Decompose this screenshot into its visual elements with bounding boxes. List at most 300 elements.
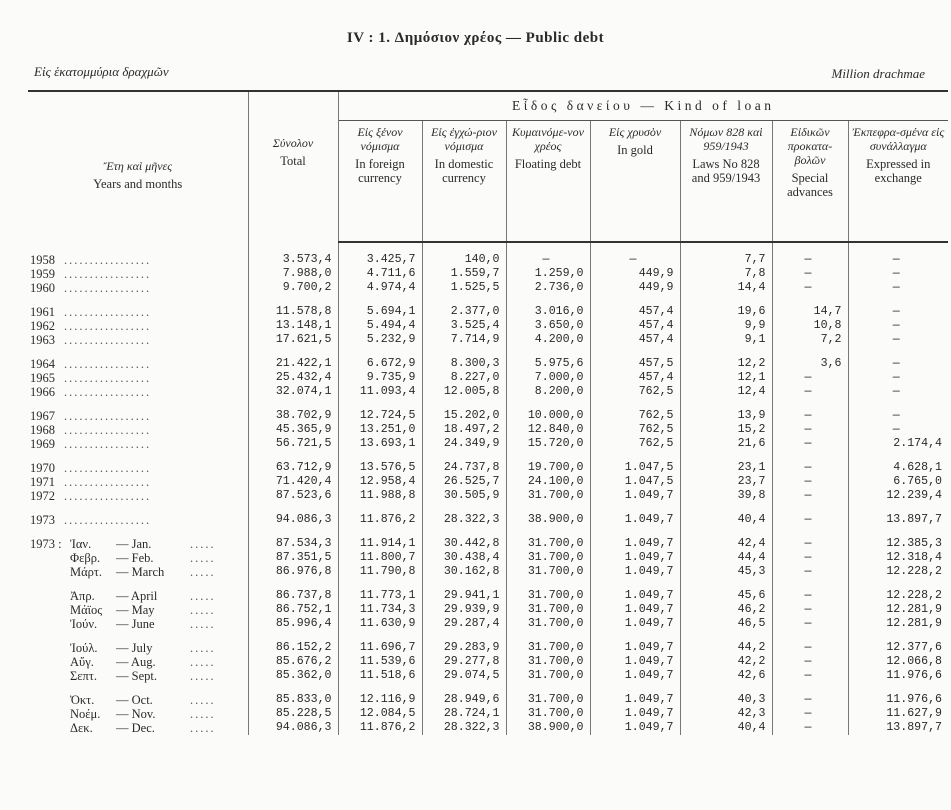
year-label xyxy=(28,437,248,451)
expressed-in-exchange-cell: 13.897,7 xyxy=(886,721,942,734)
spacer-cell xyxy=(506,683,590,693)
spacer-cell xyxy=(338,631,422,641)
leader-dots: ................. xyxy=(64,513,152,527)
group-spacer xyxy=(28,527,948,537)
foreign-currency-cell: 11.734,3 xyxy=(338,603,422,617)
month-label xyxy=(28,669,248,683)
domestic-currency-cell: 15.202,0 xyxy=(422,409,506,423)
special-advances-cell: — xyxy=(772,617,848,631)
domestic-currency-cell: 29.287,4 xyxy=(422,617,506,631)
floating-debt-cell: 31.700,0 xyxy=(506,617,590,631)
month-greek: Σεπτ. xyxy=(70,669,97,683)
spacer-cell xyxy=(28,347,248,357)
foreign-currency-cell: 11.518,6 xyxy=(338,669,422,683)
domestic-currency-cell: 1.525,5 xyxy=(422,281,506,295)
spacer-cell xyxy=(680,295,772,305)
month-greek: Ἰούν. xyxy=(70,617,98,631)
month-name xyxy=(70,641,190,655)
group-spacer xyxy=(28,451,948,461)
spacer-cell xyxy=(338,683,422,693)
expressed-in-exchange-cell: — xyxy=(892,305,900,318)
total-header xyxy=(248,91,338,242)
table-row xyxy=(28,669,948,683)
foreign-currency-cell: 5.694,1 xyxy=(338,305,422,319)
spacer-cell xyxy=(772,579,848,589)
expressed-in-exchange-header-english: Expressed in exchange xyxy=(866,157,931,185)
spacer-cell xyxy=(248,399,338,409)
month-english: — May xyxy=(116,603,155,617)
spacer-cell xyxy=(848,503,948,513)
floating-debt-cell: 31.700,0 xyxy=(506,551,590,565)
month-english: — Dec. xyxy=(116,721,155,735)
spacer-cell xyxy=(422,347,506,357)
month-label xyxy=(28,603,248,617)
gold-header-greek: Εἰς χρυσὸν xyxy=(608,125,662,139)
month-greek: Ἰούλ. xyxy=(70,641,98,655)
spacer-cell xyxy=(28,579,248,589)
year-value: 1967 xyxy=(30,409,55,423)
special-advances-cell: — xyxy=(772,253,848,267)
gold-cell: 1.049,7 xyxy=(590,513,680,527)
spacer-cell xyxy=(28,295,248,305)
years-header-greek: Ἔτη καὶ μῆνες xyxy=(103,159,173,173)
month-label xyxy=(28,589,248,603)
spacer-cell xyxy=(422,503,506,513)
spacer-cell xyxy=(590,527,680,537)
group-spacer xyxy=(28,503,948,513)
special-advances-header xyxy=(772,121,848,243)
special-advances-cell: 10,8 xyxy=(772,319,848,333)
special-advances-cell: — xyxy=(772,603,848,617)
domestic-currency-cell: 29.074,5 xyxy=(422,669,506,683)
spacer-cell xyxy=(422,579,506,589)
leader-dots: ..... xyxy=(190,551,216,565)
spacer-cell xyxy=(590,503,680,513)
gold-cell: 457,4 xyxy=(590,319,680,333)
expressed-in-exchange-cell: — xyxy=(892,357,900,370)
gold-cell: 1.047,5 xyxy=(590,475,680,489)
special-advances-cell: — xyxy=(772,409,848,423)
month-label xyxy=(28,721,248,735)
spacer-cell xyxy=(680,503,772,513)
expressed-in-exchange-header xyxy=(848,121,948,243)
special-advances-cell: — xyxy=(772,655,848,669)
laws-828-959-cell: 42,2 xyxy=(680,655,772,669)
expressed-in-exchange-cell: 2.174,4 xyxy=(893,437,942,450)
expressed-in-exchange-cell: 12.239,4 xyxy=(886,489,942,502)
month-label xyxy=(28,565,248,579)
spacer-cell xyxy=(248,295,338,305)
spacer-cell xyxy=(506,527,590,537)
gold-header xyxy=(590,121,680,243)
unit-label-greek: Εἰς ἑκατομμύρια δραχμῶν xyxy=(34,64,169,79)
total-cell: 32.074,1 xyxy=(248,385,338,399)
laws-828-959-cell: 39,8 xyxy=(680,489,772,503)
total-cell: 63.712,9 xyxy=(248,461,338,475)
gold-cell: 1.049,7 xyxy=(590,721,680,735)
month-greek: Αὔγ. xyxy=(70,655,94,669)
laws-828-959-cell: 9,1 xyxy=(680,333,772,347)
domestic-currency-header-greek: Εἰς ἐγχώ-ριον νόμισμα xyxy=(431,125,497,153)
laws-828-959-header xyxy=(680,121,772,243)
year-label xyxy=(28,267,248,281)
special-advances-cell: — xyxy=(772,669,848,683)
foreign-currency-cell: 12.958,4 xyxy=(338,475,422,489)
table-row xyxy=(28,319,948,333)
special-advances-cell: 14,7 xyxy=(772,305,848,319)
total-cell: 25.432,4 xyxy=(248,371,338,385)
total-cell: 85.996,4 xyxy=(248,617,338,631)
spacer-cell xyxy=(848,295,948,305)
month-english: — July xyxy=(116,641,153,655)
floating-debt-header-greek: Κυμαινόμε-νον χρέος xyxy=(512,125,584,153)
gold-cell: 762,5 xyxy=(590,409,680,423)
expressed-in-exchange-cell: 11.976,6 xyxy=(886,693,942,706)
table-row xyxy=(28,385,948,399)
foreign-currency-cell: 13.693,1 xyxy=(338,437,422,451)
year-value: 1966 xyxy=(30,385,55,399)
spacer-cell xyxy=(338,347,422,357)
domestic-currency-cell: 30.438,4 xyxy=(422,551,506,565)
spacer-cell xyxy=(848,347,948,357)
group-spacer xyxy=(28,631,948,641)
foreign-currency-cell: 11.800,7 xyxy=(338,551,422,565)
foreign-currency-cell: 11.988,8 xyxy=(338,489,422,503)
month-english: — April xyxy=(116,589,158,603)
table-row xyxy=(28,333,948,347)
domestic-currency-cell: 1.559,7 xyxy=(422,267,506,281)
spacer-cell xyxy=(680,527,772,537)
gold-cell: 1.049,7 xyxy=(590,655,680,669)
table-row xyxy=(28,253,948,267)
expressed-in-exchange-cell: 12.385,3 xyxy=(886,537,942,550)
month-english: — Sept. xyxy=(116,669,157,683)
month-english: — March xyxy=(116,565,165,579)
total-cell: 17.621,5 xyxy=(248,333,338,347)
laws-828-959-cell: 40,4 xyxy=(680,721,772,735)
floating-debt-cell: — xyxy=(506,253,590,267)
month-name xyxy=(70,669,190,683)
floating-debt-cell: 19.700,0 xyxy=(506,461,590,475)
spacer-cell xyxy=(590,295,680,305)
domestic-currency-cell: 30.505,9 xyxy=(422,489,506,503)
total-header-english: Total xyxy=(280,154,306,168)
domestic-currency-cell: 28.322,3 xyxy=(422,721,506,735)
gold-cell: 762,5 xyxy=(590,423,680,437)
special-advances-cell: — xyxy=(772,281,848,295)
years-months-header xyxy=(28,91,248,242)
foreign-currency-cell: 6.672,9 xyxy=(338,357,422,371)
month-label xyxy=(28,641,248,655)
laws-828-959-cell: 12,1 xyxy=(680,371,772,385)
year-label xyxy=(28,409,248,423)
domestic-currency-cell: 29.277,8 xyxy=(422,655,506,669)
domestic-currency-header-english: In domestic currency xyxy=(434,157,494,185)
spacer-cell xyxy=(848,631,948,641)
leader-dots: ................. xyxy=(64,371,152,385)
spacer-cell xyxy=(506,399,590,409)
foreign-currency-cell: 11.696,7 xyxy=(338,641,422,655)
laws-828-959-cell: 46,2 xyxy=(680,603,772,617)
foreign-currency-cell: 11.539,6 xyxy=(338,655,422,669)
expressed-in-exchange-cell: 12.066,8 xyxy=(886,655,942,668)
special-advances-cell: — xyxy=(772,267,848,281)
spacer-cell xyxy=(590,683,680,693)
month-label xyxy=(28,537,248,551)
spacer-cell xyxy=(848,579,948,589)
month-name xyxy=(70,693,190,707)
month-name xyxy=(70,589,190,603)
leader-dots: ................. xyxy=(64,281,152,295)
domestic-currency-cell: 30.162,8 xyxy=(422,565,506,579)
month-greek: Ἀπρ. xyxy=(70,589,95,603)
gold-cell: 1.049,7 xyxy=(590,565,680,579)
total-cell: 21.422,1 xyxy=(248,357,338,371)
spacer-cell xyxy=(772,527,848,537)
table-row xyxy=(28,357,948,371)
table-row xyxy=(28,513,948,527)
expressed-in-exchange-cell: — xyxy=(892,409,900,422)
spacer-cell xyxy=(422,399,506,409)
floating-debt-cell: 8.200,0 xyxy=(506,385,590,399)
special-advances-cell: — xyxy=(772,513,848,527)
spacer-cell xyxy=(772,242,848,253)
leader-dots: ................. xyxy=(64,489,152,503)
laws-828-959-cell: 12,4 xyxy=(680,385,772,399)
years-header-english: Years and months xyxy=(93,177,183,191)
leader-dots: ..... xyxy=(190,565,216,579)
expressed-in-exchange-cell: 12.228,2 xyxy=(886,589,942,602)
special-advances-cell: — xyxy=(772,721,848,735)
total-cell: 87.534,3 xyxy=(248,537,338,551)
domestic-currency-cell: 28.322,3 xyxy=(422,513,506,527)
laws-828-959-cell: 44,4 xyxy=(680,551,772,565)
laws-828-959-cell: 12,2 xyxy=(680,357,772,371)
special-advances-cell: — xyxy=(772,565,848,579)
gold-cell: 1.049,7 xyxy=(590,489,680,503)
expressed-in-exchange-cell: — xyxy=(892,333,900,346)
floating-debt-cell: 1.259,0 xyxy=(506,267,590,281)
total-cell: 94.086,3 xyxy=(248,513,338,527)
spacer-cell xyxy=(506,631,590,641)
floating-debt-cell: 7.000,0 xyxy=(506,371,590,385)
total-cell: 94.086,3 xyxy=(248,721,338,735)
expressed-in-exchange-cell: — xyxy=(892,319,900,332)
spacer-cell xyxy=(28,399,248,409)
year-prefix: 1973 : xyxy=(30,537,62,551)
gold-cell: 1.049,7 xyxy=(590,669,680,683)
laws-828-959-cell: 23,1 xyxy=(680,461,772,475)
domestic-currency-cell: 7.714,9 xyxy=(422,333,506,347)
total-cell: 85.362,0 xyxy=(248,669,338,683)
group-spacer xyxy=(28,683,948,693)
expressed-in-exchange-cell: — xyxy=(892,253,900,266)
table-row xyxy=(28,707,948,721)
foreign-currency-cell: 11.093,4 xyxy=(338,385,422,399)
spacer-cell xyxy=(422,295,506,305)
year-label xyxy=(28,423,248,437)
domestic-currency-cell: 28.724,1 xyxy=(422,707,506,721)
total-cell: 71.420,4 xyxy=(248,475,338,489)
group-spacer xyxy=(28,579,948,589)
year-value: 1959 xyxy=(30,267,55,281)
month-name xyxy=(70,655,190,669)
year-value: 1961 xyxy=(30,305,55,319)
spacer-cell xyxy=(338,579,422,589)
floating-debt-cell: 31.700,0 xyxy=(506,565,590,579)
spacer-cell xyxy=(422,527,506,537)
gold-cell: 457,4 xyxy=(590,333,680,347)
spacer-cell xyxy=(28,683,248,693)
table-row xyxy=(28,489,948,503)
spacer-cell xyxy=(848,399,948,409)
laws-828-959-cell: 15,2 xyxy=(680,423,772,437)
total-cell: 87.351,5 xyxy=(248,551,338,565)
gold-cell: 449,9 xyxy=(590,267,680,281)
floating-debt-cell: 3.650,0 xyxy=(506,319,590,333)
total-header-greek: Σύνολον xyxy=(272,136,314,150)
floating-debt-header xyxy=(506,121,590,243)
spacer-cell xyxy=(772,399,848,409)
leader-dots: ................. xyxy=(64,357,152,371)
laws-828-959-header-greek: Νόμων 828 καὶ 959/1943 xyxy=(689,125,763,153)
spacer-cell xyxy=(506,295,590,305)
laws-828-959-cell: 42,3 xyxy=(680,707,772,721)
total-cell: 11.578,8 xyxy=(248,305,338,319)
gold-cell: 1.049,7 xyxy=(590,641,680,655)
spacer-cell xyxy=(338,295,422,305)
spacer-cell xyxy=(680,451,772,461)
unit-label-english: Million drachmae xyxy=(831,66,925,81)
floating-debt-cell: 31.700,0 xyxy=(506,693,590,707)
spacer-cell xyxy=(28,631,248,641)
table-body xyxy=(28,242,948,735)
table-row xyxy=(28,641,948,655)
special-advances-cell: 7,2 xyxy=(772,333,848,347)
special-advances-cell: — xyxy=(772,489,848,503)
special-advances-cell: 3,6 xyxy=(772,357,848,371)
gold-cell: 449,9 xyxy=(590,281,680,295)
expressed-in-exchange-cell: 13.897,7 xyxy=(886,513,942,526)
domestic-currency-cell: 2.377,0 xyxy=(422,305,506,319)
laws-828-959-cell: 21,6 xyxy=(680,437,772,451)
expressed-in-exchange-cell: 6.765,0 xyxy=(893,475,942,488)
domestic-currency-cell: 28.949,6 xyxy=(422,693,506,707)
spacer-cell xyxy=(422,242,506,253)
year-value: 1960 xyxy=(30,281,55,295)
year-label xyxy=(28,319,248,333)
total-cell: 86.752,1 xyxy=(248,603,338,617)
domestic-currency-cell: 8.227,0 xyxy=(422,371,506,385)
year-value: 1964 xyxy=(30,357,55,371)
spacer-cell xyxy=(338,503,422,513)
special-advances-cell: — xyxy=(772,707,848,721)
table-row xyxy=(28,371,948,385)
domestic-currency-cell: 30.442,8 xyxy=(422,537,506,551)
floating-debt-cell: 3.016,0 xyxy=(506,305,590,319)
domestic-currency-header xyxy=(422,121,506,243)
gold-cell: 457,4 xyxy=(590,305,680,319)
month-name xyxy=(70,565,190,579)
year-label xyxy=(28,357,248,371)
spacer-cell xyxy=(422,451,506,461)
spacer-cell xyxy=(590,631,680,641)
special-advances-cell: — xyxy=(772,641,848,655)
floating-debt-cell: 15.720,0 xyxy=(506,437,590,451)
table-title: IV : 1. Δημόσιον χρέος — Public debt xyxy=(346,30,605,46)
laws-828-959-cell: 45,3 xyxy=(680,565,772,579)
total-cell: 85.833,0 xyxy=(248,693,338,707)
total-cell: 56.721,5 xyxy=(248,437,338,451)
laws-828-959-cell: 42,6 xyxy=(680,669,772,683)
foreign-currency-header xyxy=(338,121,422,243)
domestic-currency-cell: 29.939,9 xyxy=(422,603,506,617)
foreign-currency-cell: 9.735,9 xyxy=(338,371,422,385)
spacer-cell xyxy=(28,527,248,537)
spacer-cell xyxy=(680,242,772,253)
floating-debt-cell: 31.700,0 xyxy=(506,655,590,669)
foreign-currency-cell: 13.251,0 xyxy=(338,423,422,437)
spacer-cell xyxy=(248,451,338,461)
laws-828-959-cell: 7,8 xyxy=(680,267,772,281)
foreign-currency-cell: 12.724,5 xyxy=(338,409,422,423)
laws-828-959-cell: 14,4 xyxy=(680,281,772,295)
month-english: — Feb. xyxy=(116,551,154,565)
year-value: 1965 xyxy=(30,371,55,385)
table-row xyxy=(28,589,948,603)
year-value: 1971 xyxy=(30,475,55,489)
leader-dots: ................. xyxy=(64,305,152,319)
total-cell: 38.702,9 xyxy=(248,409,338,423)
domestic-currency-cell: 29.283,9 xyxy=(422,641,506,655)
spacer-cell xyxy=(772,503,848,513)
spacer-cell xyxy=(848,683,948,693)
month-greek: Ἰαν. xyxy=(70,537,92,551)
laws-828-959-cell: 40,3 xyxy=(680,693,772,707)
month-english: — Oct. xyxy=(116,693,153,707)
gold-cell: 1.049,7 xyxy=(590,551,680,565)
special-advances-cell: — xyxy=(772,423,848,437)
group-spacer xyxy=(28,347,948,357)
special-advances-cell: — xyxy=(772,475,848,489)
spacer-cell xyxy=(772,347,848,357)
floating-debt-cell: 31.700,0 xyxy=(506,641,590,655)
floating-debt-cell: 31.700,0 xyxy=(506,603,590,617)
month-label xyxy=(28,617,248,631)
month-name xyxy=(70,603,190,617)
total-cell: 86.976,8 xyxy=(248,565,338,579)
spacer-cell xyxy=(248,527,338,537)
laws-828-959-cell: 46,5 xyxy=(680,617,772,631)
group-spacer xyxy=(28,399,948,409)
spacer-cell xyxy=(848,451,948,461)
special-advances-cell: — xyxy=(772,461,848,475)
spacer-cell xyxy=(248,347,338,357)
laws-828-959-cell: 45,6 xyxy=(680,589,772,603)
year-label xyxy=(28,281,248,295)
spacer-cell xyxy=(848,527,948,537)
domestic-currency-cell: 8.300,3 xyxy=(422,357,506,371)
spacer-cell xyxy=(772,683,848,693)
leader-dots: ................. xyxy=(64,319,152,333)
domestic-currency-cell: 3.525,4 xyxy=(422,319,506,333)
domestic-currency-cell: 24.737,8 xyxy=(422,461,506,475)
gold-cell: 1.049,7 xyxy=(590,603,680,617)
gold-header-english: In gold xyxy=(617,143,653,157)
table-row xyxy=(28,461,948,475)
expressed-in-exchange-cell: 12.281,9 xyxy=(886,603,942,616)
spacer-cell xyxy=(590,347,680,357)
